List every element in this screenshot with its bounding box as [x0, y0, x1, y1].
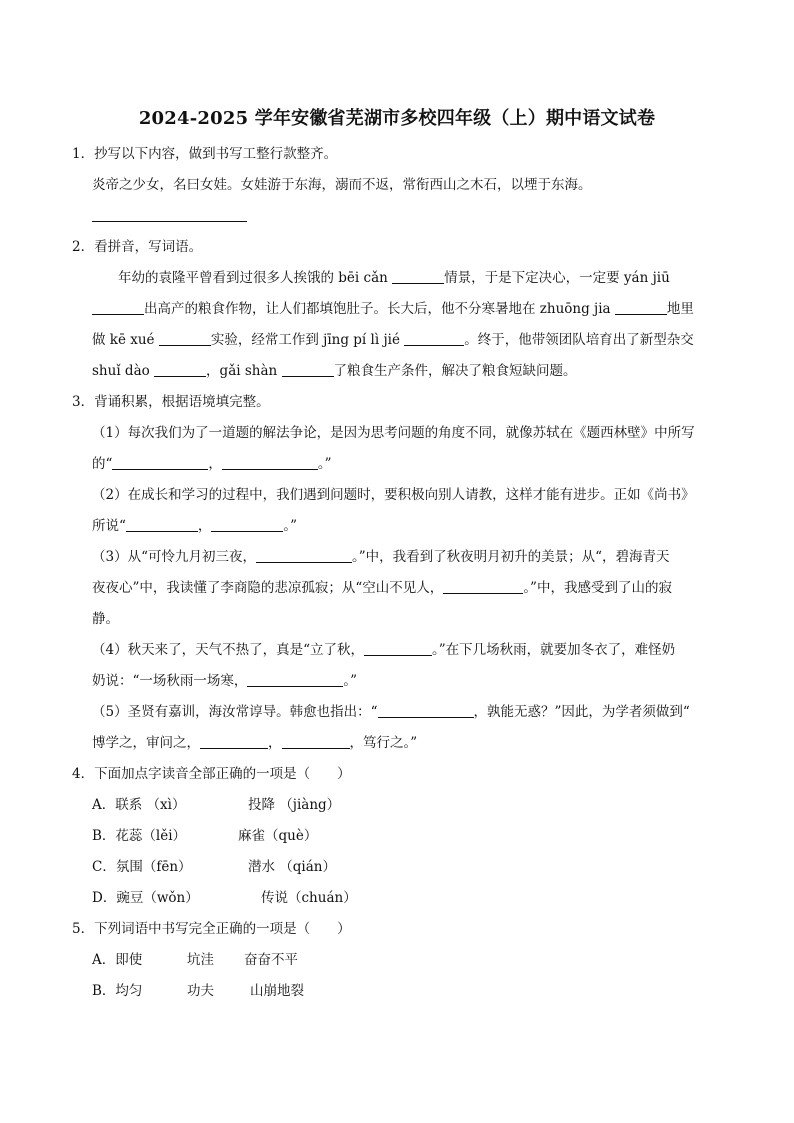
q4-option-b[interactable]: B．花蕊（lěi） — [92, 828, 187, 844]
q4-option-b-word-2: 麻雀（què） — [238, 828, 318, 844]
q2-text: ，gǎi shàn — [206, 363, 278, 379]
q3-text: 博学之，审问之， — [92, 735, 200, 751]
q2-text: 年幼的袁隆平曾看到过很多人挨饿的 bēi cǎn — [118, 270, 388, 286]
q2-line-3 — [92, 330, 694, 350]
answer-blank[interactable] — [364, 641, 432, 656]
q2-text: 。终于，他带领团队培育出了新型杂交 — [464, 332, 694, 348]
q3-item-3-line-2 — [92, 578, 672, 598]
q3-text: 。” — [343, 673, 358, 689]
q3-text: 夜夜心”中，我读懂了李商隐的悲凉孤寂；从“空山不见人， — [92, 580, 444, 596]
answer-blank[interactable] — [378, 703, 474, 718]
q3-text: （4）秋天来了，天气不热了，真是“立了秋， — [92, 642, 364, 658]
q3-text: ，孰能无惑？”因此，为学者须做到“ — [473, 704, 690, 720]
answer-blank[interactable] — [154, 362, 206, 377]
q5-option-a-word-3: 奋奋不平 — [244, 952, 298, 968]
q5-option-a[interactable]: A．即使 — [92, 952, 143, 968]
q3-text: 奶说：“一场秋雨一场寒， — [92, 673, 248, 689]
answer-blank[interactable] — [92, 207, 247, 222]
q5-option-a-word-2: 坑洼 — [187, 952, 214, 968]
q3-text: （5）圣贤有嘉训，海汝常谆导。韩愈也指出：“ — [92, 704, 378, 720]
q3-text: ， — [208, 456, 222, 472]
q5-stem: 5．下列词语中书写完全正确的一项是（ ） — [72, 921, 351, 937]
answer-blank[interactable] — [92, 300, 144, 315]
q3-stem: 3．背诵积累，根据语境填完整。 — [72, 394, 270, 410]
q2-text: 情景，于是下定决心，一定要 yán jiū — [444, 270, 670, 286]
q2-line-4 — [92, 361, 577, 381]
q3-item-3-line-3: 静。 — [92, 611, 119, 627]
q3-text: 。”中，我感受到了山的寂 — [523, 580, 672, 596]
answer-blank[interactable] — [282, 362, 334, 377]
answer-blank[interactable] — [200, 734, 268, 749]
answer-blank[interactable] — [247, 672, 343, 687]
q2-text: 出高产的粮食作物，让人们都填饱肚子。长大后，他不分寒暑地在 zhuōng jia — [144, 301, 611, 317]
q3-text: ，笃行之。” — [349, 735, 418, 751]
q3-item-4-line-1 — [92, 640, 675, 660]
q1-passage: 炎帝之少女，名曰女娃。女娃游于东海，溺而不返，常衔西山之木石，以堙于东海。 — [92, 177, 592, 193]
q2-line-1 — [118, 268, 670, 288]
q3-text: ， — [268, 735, 282, 751]
q5-option-b[interactable]: B．均匀 — [92, 983, 143, 999]
q3-item-3-line-1 — [92, 547, 670, 567]
answer-blank[interactable] — [159, 331, 211, 346]
answer-blank[interactable] — [443, 579, 523, 594]
q3-item-4-line-2 — [92, 671, 357, 691]
answer-blank[interactable] — [392, 269, 444, 284]
q3-item-2-line-1: （2）在成长和学习的过程中，我们遇到问题时，要积极向别人请教，这样才能有进步。正如《尚书》 — [92, 487, 695, 503]
q5-option-b-word-2: 功夫 — [187, 983, 214, 999]
answer-blank[interactable] — [222, 455, 318, 470]
q5-option-b-word-3: 山崩地裂 — [250, 983, 304, 999]
answer-blank[interactable] — [126, 517, 198, 532]
q3-text: 。” — [317, 456, 332, 472]
answer-blank[interactable] — [112, 455, 208, 470]
q3-text: 所说“ — [92, 518, 126, 534]
q4-option-d[interactable]: D．豌豆（wǒn） — [92, 890, 199, 906]
answer-blank[interactable] — [615, 300, 667, 315]
q2-text: 了粮食生产条件，解决了粮食短缺问题。 — [333, 363, 577, 379]
q3-item-1-line-1: （1）每次我们为了一道题的解法争论，是因为思考问题的角度不同，就像苏轼在《题西林壁》中所写 — [92, 425, 695, 441]
q4-option-d-word-2: 传说（chuán） — [261, 890, 357, 906]
q2-text: 地里 — [666, 301, 694, 317]
q3-item-5-line-2 — [92, 733, 417, 753]
q4-option-c-word-2: 潜水 （qián） — [248, 859, 336, 875]
q3-text: 的“ — [92, 456, 113, 472]
q4-stem: 4．下面加点字读音全部正确的一项是（ ） — [72, 766, 351, 782]
q3-item-2-line-2 — [92, 516, 297, 536]
q2-text: 实验，经常工作到 jīng pí lì jié — [210, 332, 400, 348]
q4-option-c[interactable]: C．氛围（fēn） — [92, 859, 192, 875]
page-title: 2024-2025 学年安徽省芜湖市多校四年级（上）期中语文试卷 — [138, 108, 656, 129]
q4-option-a-word-2: 投降 （jiàng） — [248, 797, 341, 813]
q1-stem: 1．抄写以下内容，做到书写工整行款整齐。 — [72, 146, 338, 162]
answer-blank[interactable] — [282, 734, 350, 749]
q3-text: 。”在下几场秋雨，就要加冬衣了，难怪奶 — [432, 642, 676, 658]
q2-stem: 2．看拼音，写词语。 — [72, 239, 203, 255]
q3-text: （3）从“可怜九月初三夜， — [92, 549, 256, 565]
q3-text: 。”中，我看到了秋夜明月初升的美景；从“，碧海青天 — [352, 549, 670, 565]
q3-item-5-line-1 — [92, 702, 690, 722]
q3-text: ， — [197, 518, 212, 534]
q2-text: 做 kē xué — [92, 332, 155, 348]
q4-option-a[interactable]: A．联系 （xì） — [92, 797, 186, 813]
q1-answer-line — [92, 206, 247, 226]
answer-blank[interactable] — [211, 517, 283, 532]
q2-text: shuǐ dào — [92, 363, 150, 379]
answer-blank[interactable] — [404, 331, 464, 346]
answer-blank[interactable] — [256, 548, 352, 563]
q3-item-1-line-2 — [92, 454, 332, 474]
q3-text: 。” — [283, 518, 298, 534]
q2-line-2 — [92, 299, 694, 319]
